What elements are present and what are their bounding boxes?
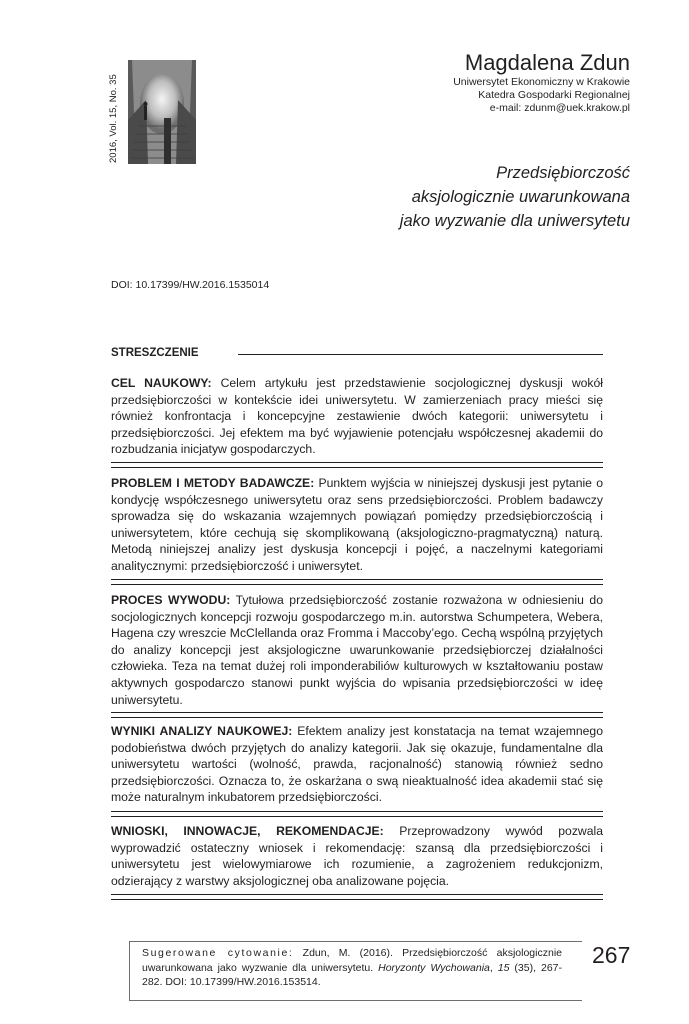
author-email: e-mail: zdunm@uek.krakow.pl [489, 102, 630, 114]
author-block [453, 50, 630, 115]
section-problem-methods [111, 475, 603, 575]
suggested-citation-box [129, 941, 582, 1001]
logo-illustration [128, 60, 196, 164]
journal-reference: 2016, Vol. 15, No. 35 [108, 74, 119, 163]
abstract-header [111, 343, 603, 357]
citation-text: Zdun, M. (2016). Przedsiębiorczość aksjologicznie uwarunkowana jako wyzwanie dla uniwersytetu. [142, 947, 562, 974]
section-research-aim [111, 375, 603, 458]
section-body: Przeprowadzony wywód pozwala wyprowadzić ostateczny wniosek i rekomendację: szansą dla przedsiębiorczości i uniwersytetu jest wielowymiarowe ich rozumienie, a zagrożeniem redukcjonizm, odzierający z warstwy aksjologicznej oba analizowane pojęcia. [111, 824, 603, 888]
section-divider [111, 579, 603, 585]
citation-pages-doi: (35), 267-282. DOI: 10.17399/HW.2016.153514. [142, 961, 562, 988]
article-title [400, 161, 630, 233]
citation-journal: Horyzonty Wychowania [378, 961, 490, 974]
section-divider [111, 811, 603, 817]
author-affiliation-department: Katedra Gospodarki Regionalnej [478, 89, 630, 101]
section-heading: WNIOSKI, INNOWACJE, REKOMENDACJE: [111, 824, 384, 838]
section-body: Celem artykułu jest przedstawienie socjologicznej dyskusji wokół przedsiębiorczości w kontekście idei uniwersytetu. W zamierzeniach pracy mieści się również konfrontacja i koncepcyjne zestawienie dwóch kategorii: uniwersytetu i przedsiębiorczości. Jej efektem ma być wyjawienie potencjału współczesnej akademii do rozbudzania inicjatyw gospodarczych. [111, 376, 603, 457]
journal-logo [128, 60, 196, 164]
suggested-citation: Sugerowane cytowanie: Zdun, M. (2016). Przedsiębiorczość aksjologicznie uwarunkowana jako wyzwanie dla uniwersytetu. Horyzonty Wychowania, 15 (35), 267-282. DOI: 10.17399/HW.2016.153514. [142, 947, 562, 988]
abstract-label: STRESZCZENIE [111, 347, 199, 359]
title-line-2: aksjologicznie uwarunkowana [411, 188, 630, 206]
section-divider [111, 894, 603, 900]
section-divider [111, 712, 603, 718]
abstract-header-rule [238, 354, 603, 355]
page-number: 267 [592, 942, 631, 968]
section-research-results [111, 723, 603, 806]
title-line-1: Przedsiębiorczość [496, 164, 630, 182]
section-divider [111, 462, 603, 468]
section-body: Punktem wyjścia w niniejszej dyskusji jest pytanie o kondycję współczesnego uniwersytetu oraz sens przedsiębiorczości. Problem badawczy sprowadza się do wskazania wzajemnych powiązań pomiędzy przedsiębiorczością i uniwersytetem, które cechują się skomplikowaną (aksjologiczno-pragmatyczną) naturą. Metodą niniejszej analizy jest dyskusja koncepcji i pojęć, a naczelnymi kategoriami analitycznymi: przedsiębiorczość i uniwersytet. [111, 476, 603, 573]
author-affiliation-university: Uniwersytet Ekonomiczny w Krakowie [453, 76, 630, 88]
section-conclusions [111, 823, 603, 889]
citation-volume: 15 [497, 961, 510, 974]
section-argument-process [111, 592, 603, 708]
section-heading: PROCES WYWODU: [111, 593, 231, 607]
section-body: Tytułowa przedsiębiorczość zostanie rozważona w odniesieniu do socjologicznych koncepcji rozwoju gospodarczego m.in. autorstwa Schumpetera, Webera, Hagena czy wreszcie McClellanda oraz Fromma i Maccoby’ego. Cechą wspólną przyjętych do analizy koncepcji jest aksjologiczne uwarunkowanie przedsiębiorczej działalności człowieka. Teza na temat dużej roli imponderabiliów kulturowych w kształtowaniu postaw aktywnych gospodarczo stanowi punkt wyjścia do wpisania przedsiębiorczości w ideę uniwersytetu. [111, 593, 603, 707]
author-name: Magdalena Zdun [464, 50, 630, 75]
section-heading: CEL NAUKOWY: [111, 376, 212, 390]
title-line-3: jako wyzwanie dla uniwersytetu [399, 212, 630, 230]
article-doi: DOI: 10.17399/HW.2016.1535014 [111, 279, 270, 291]
citation-label: Sugerowane cytowanie: [142, 947, 294, 959]
section-heading: WYNIKI ANALIZY NAUKOWEJ: [111, 724, 293, 738]
section-heading: PROBLEM I METODY BADAWCZE: [111, 476, 315, 490]
section-body: Efektem analizy jest konstatacja na temat wzajemnego podobieństwa dwóch przyjętych do analizy kategorii. Jak się okazuje, fundamentalne dla uniwersytetu wartości (wolność, prawda, racjonalność) stanowią również sedno przedsiębiorczości. Oznacza to, że oskarżana o swą nieaktualność idea akademii stać się może naturalnym inkubatorem przedsiębiorczości. [111, 724, 603, 805]
